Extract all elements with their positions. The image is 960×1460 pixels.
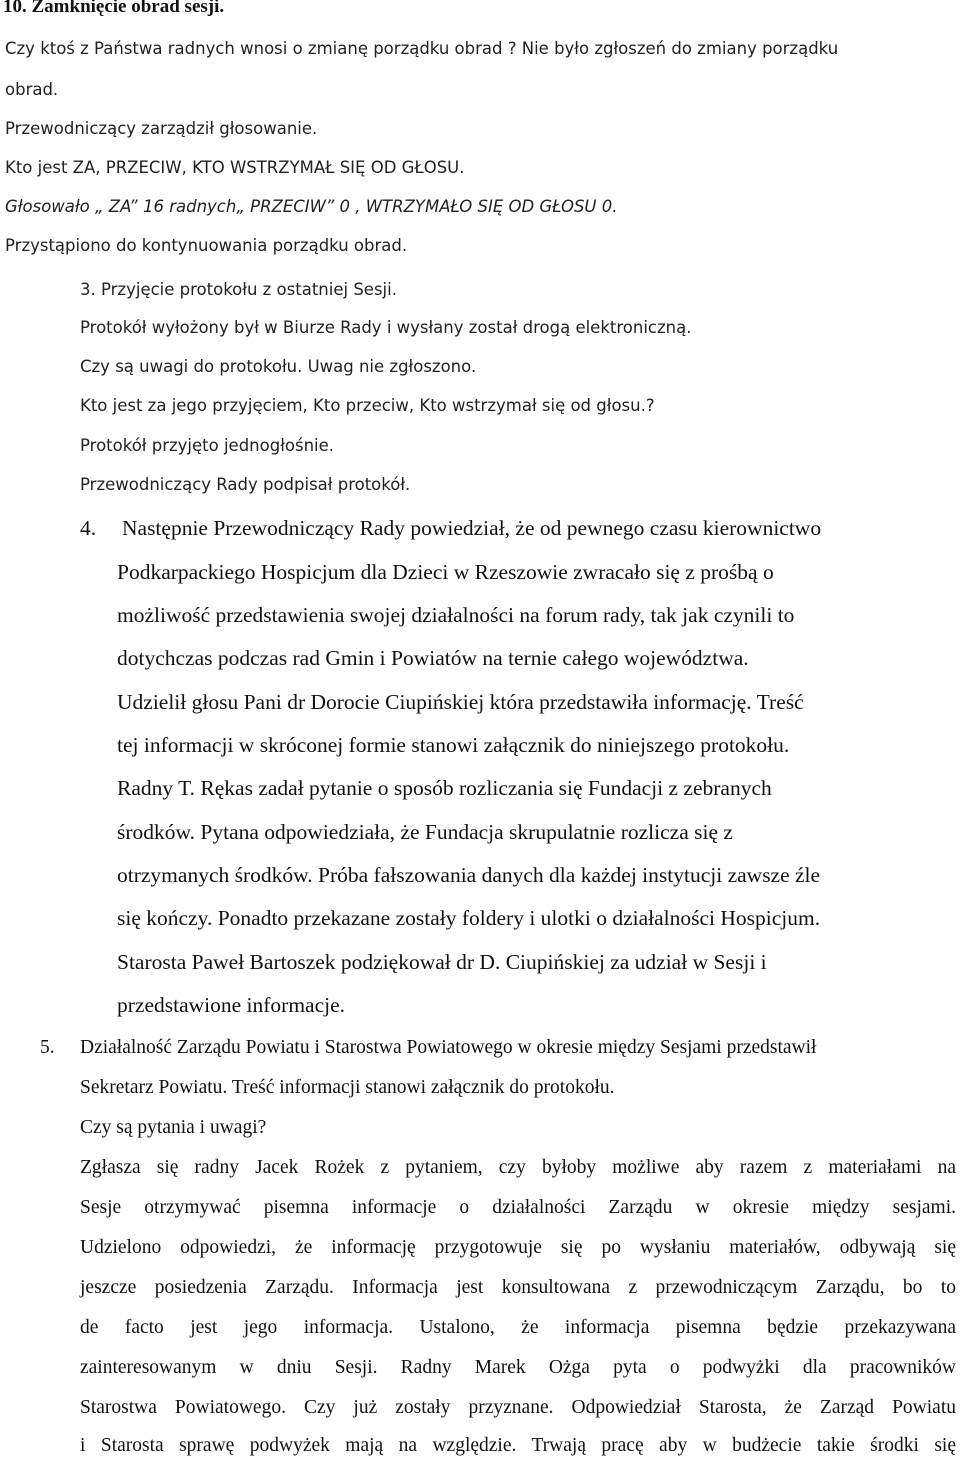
section-5-number: 5. <box>40 1037 55 1058</box>
section-5-line-5: Sesje otrzymywać pisemna informacje o działalności Zarządu w okresie między sesjami. <box>80 1197 956 1218</box>
section-10-line-6: Przystąpiono do kontynuowania porządku obrad. <box>5 236 408 255</box>
section-5-line-6: Udzielono odpowiedzi, że informację przygotowuje się po wysłaniu materiałów, odbywają się <box>80 1237 956 1258</box>
section-10-vote-result: Głosowało „ ZA” 16 radnych„ PRZECIW” 0 , WTRZYMAŁO SIĘ OD GŁOSU 0. <box>5 197 618 216</box>
section-4-line-5: Udzielił głosu Pani dr Dorocie Ciupińskiej która przedstawiła informację. Treść <box>117 690 804 714</box>
section-4-line-1: Następnie Przewodniczący Rady powiedział, że od pewnego czasu kierownictwo <box>122 516 822 540</box>
section-10-line-3: Przewodniczący zarządził głosowanie. <box>5 119 318 138</box>
section-3-line-4: Protokół przyjęto jednogłośnie. <box>80 436 335 455</box>
section-4-line-6: tej informacji w skróconej formie stanowi załącznik do niniejszego protokołu. <box>117 733 790 757</box>
section-5-line-7: jeszcze posiedzenia Zarządu. Informacja jest konsultowana z przewodniczącym Zarządu, bo to <box>80 1277 956 1298</box>
section-4-line-4: dotychczas podczas rad Gmin i Powiatów na ternie całego województwa. <box>117 646 749 670</box>
section-3-line-3: Kto jest za jego przyjęciem, Kto przeciw, Kto wstrzymał się od głosu.? <box>80 396 655 415</box>
section-10-heading: 10. Zamknięcie obrad sesji. <box>3 0 225 17</box>
section-4-line-9: otrzymanych środków. Próba fałszowania danych dla każdej instytucji zawsze źle <box>117 863 821 887</box>
section-4-line-2: Podkarpackiego Hospicjum dla Dzieci w Rzeszowie zwracało się z prośbą o <box>117 560 774 584</box>
section-5-line-3: Czy są pytania i uwagi? <box>80 1117 267 1138</box>
section-3-line-5: Przewodniczący Rady podpisał protokół. <box>80 475 411 494</box>
section-5-line-11: i Starosta sprawę podwyżek mają na względzie. Trwają pracę aby w budżecie takie środki się <box>80 1435 956 1456</box>
section-10-line-2: obrad. <box>5 80 59 99</box>
section-4-line-3: możliwość przedstawienia swojej działalności na forum rady, tak jak czynili to <box>117 603 795 627</box>
section-4-line-10: się kończy. Ponadto przekazane zostały foldery i ulotki o działalności Hospicjum. <box>117 906 821 930</box>
section-5-line-9: zainteresowanym w dniu Sesji. Radny Marek Ożga pyta o podwyżki dla pracowników <box>80 1357 956 1378</box>
section-10-line-1: Czy ktoś z Państwa radnych wnosi o zmianę porządku obrad ? Nie było zgłoszeń do zmiany porządku <box>5 39 839 58</box>
section-4-line-12: przedstawione informacje. <box>117 993 346 1017</box>
section-3-line-2: Czy są uwagi do protokołu. Uwag nie zgłoszono. <box>80 357 477 376</box>
section-4-line-7: Radny T. Rękas zadał pytanie o sposób rozliczania się Fundacji z zebranych <box>117 776 772 800</box>
section-3-heading: 3. Przyjęcie protokołu z ostatniej Sesji. <box>80 280 397 299</box>
section-5-line-4: Zgłasza się radny Jacek Rożek z pytaniem, czy byłoby możliwe aby razem z materiałami na <box>80 1157 956 1178</box>
section-5-line-1: Działalność Zarządu Powiatu i Starostwa Powiatowego w okresie między Sesjami przedstawił <box>80 1037 817 1058</box>
section-4-line-11: Starosta Paweł Bartoszek podziękował dr D. Ciupińskiej za udział w Sesji i <box>117 950 767 974</box>
section-4-number: 4. <box>80 516 97 540</box>
section-5-line-10: Starostwa Powiatowego. Czy już zostały przyznane. Odpowiedział Starosta, że Zarząd Powiatu <box>80 1397 956 1418</box>
section-4-line-8: środków. Pytana odpowiedziała, że Fundacja skrupulatnie rozlicza się z <box>117 820 733 844</box>
section-10-line-4: Kto jest ZA, PRZECIW, KTO WSTRZYMAŁ SIĘ OD GŁOSU. <box>5 158 465 177</box>
section-3-line-1: Protokół wyłożony był w Biurze Rady i wysłany został drogą elektroniczną. <box>80 318 692 337</box>
section-5-line-8: de facto jest jego informacja. Ustalono, że informacja pisemna będzie przekazywana <box>80 1317 956 1338</box>
section-5-line-2: Sekretarz Powiatu. Treść informacji stanowi załącznik do protokołu. <box>80 1077 615 1098</box>
